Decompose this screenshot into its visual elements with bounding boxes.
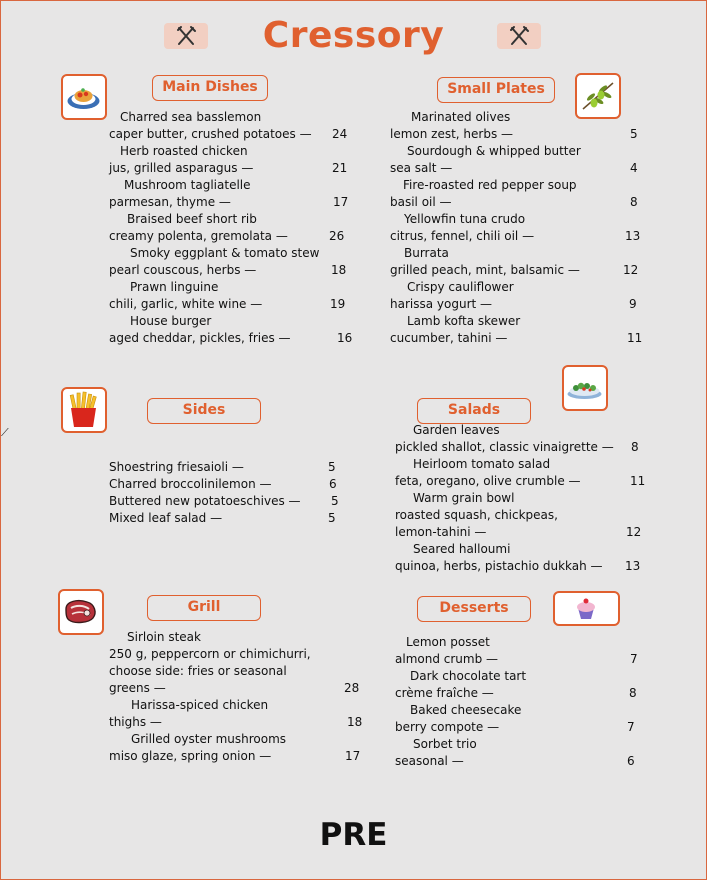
restaurant-title: Cressory xyxy=(262,15,445,56)
item-price: 5 xyxy=(328,460,336,474)
item-name: House burger xyxy=(130,314,212,328)
item-description: chili, garlic, white wine — xyxy=(109,297,263,311)
item-price: 9 xyxy=(629,297,637,311)
list-item xyxy=(109,476,349,493)
list-item xyxy=(395,702,645,736)
list-item xyxy=(109,211,349,245)
item-name: Herb roasted chicken xyxy=(120,144,248,158)
item-name: Sirloin steak xyxy=(127,630,201,644)
item-description: harissa yogurt — xyxy=(390,297,493,311)
list-item xyxy=(390,211,640,245)
fries-icon xyxy=(61,387,107,433)
section-label-main-dishes: Main Dishes xyxy=(152,75,268,101)
item-description: sea salt — xyxy=(390,161,453,175)
item-price: 21 xyxy=(332,161,348,175)
item-price: 12 xyxy=(623,263,639,277)
item-price: 5 xyxy=(328,511,336,525)
item-description: cucumber, tahini — xyxy=(390,331,508,345)
section-label-small-plates: Small Plates xyxy=(437,77,555,103)
item-description: parmesan, thyme — xyxy=(109,195,231,209)
item-name: Crispy cauliflower xyxy=(407,280,514,294)
item-description: miso glaze, spring onion — xyxy=(109,749,272,763)
item-price: 18 xyxy=(331,263,347,277)
list-item xyxy=(395,541,645,575)
list-item xyxy=(109,731,369,765)
item-name: Seared halloumi xyxy=(413,542,511,556)
item-name: Smoky eggplant & tomato stew xyxy=(130,246,320,260)
item-description: 250 g, peppercorn or chimichurri, xyxy=(109,647,311,661)
section-label-grill: Grill xyxy=(147,595,261,621)
item-name: Garden leaves xyxy=(413,423,500,437)
item-name: Yellowfin tuna crudo xyxy=(404,212,526,226)
list-item xyxy=(109,109,349,143)
fork-knife-icon xyxy=(497,23,541,49)
list-item xyxy=(395,634,645,668)
item-price: 13 xyxy=(625,229,641,243)
item-price: 8 xyxy=(630,195,638,209)
item-price: 24 xyxy=(332,127,348,141)
list-item xyxy=(390,313,643,347)
list-item xyxy=(109,629,369,697)
item-description: lemon-tahini — xyxy=(395,525,487,539)
pasta-plate-icon xyxy=(61,74,107,120)
item-description: roasted squash, chickpeas, xyxy=(395,508,558,522)
item-price: 6 xyxy=(627,754,635,768)
item-price: 17 xyxy=(333,195,349,209)
list-item xyxy=(395,490,645,541)
item-price: 5 xyxy=(630,127,638,141)
list-item xyxy=(395,736,645,770)
item-price: 18 xyxy=(347,715,363,729)
item-name: Burrata xyxy=(404,246,449,260)
item-price: 11 xyxy=(630,474,646,488)
list-item xyxy=(109,493,349,510)
list-item xyxy=(395,422,645,456)
item-description: grilled peach, mint, balsamic — xyxy=(390,263,580,277)
item-description: thighs — xyxy=(109,715,162,729)
item-description: caper butter, crushed potatoes — xyxy=(109,127,312,141)
item-name: Heirloom tomato salad xyxy=(413,457,551,471)
list-item xyxy=(109,697,369,731)
item-description: pickled shallot, classic vinaigrette — xyxy=(395,440,614,454)
item-description: feta, oregano, olive crumble — xyxy=(395,474,581,488)
item-description: Mixed leaf salad — xyxy=(109,511,223,525)
item-price: 8 xyxy=(631,440,639,454)
item-description: almond crumb — xyxy=(395,652,499,666)
item-name: Prawn linguine xyxy=(130,280,219,294)
list-item xyxy=(109,177,349,211)
list-item xyxy=(390,143,640,177)
item-price: 11 xyxy=(627,331,643,345)
item-name: Harissa-spiced chicken xyxy=(131,698,269,712)
item-name: Lemon posset xyxy=(406,635,490,649)
list-item xyxy=(395,668,645,702)
item-name: Warm grain bowl xyxy=(413,491,515,505)
list-item xyxy=(109,313,353,347)
item-description: Charred broccolinilemon — xyxy=(109,477,272,491)
steak-icon xyxy=(58,589,104,635)
list-item xyxy=(390,279,640,313)
item-description: Shoestring friesaioli — xyxy=(109,460,244,474)
margin-mark: ⟋ xyxy=(1,426,9,439)
item-name: Sorbet trio xyxy=(413,737,477,751)
item-description: jus, grilled asparagus — xyxy=(109,161,254,175)
item-price: 4 xyxy=(630,161,638,175)
list-item xyxy=(109,143,349,177)
item-price: 26 xyxy=(329,229,345,243)
item-name: Fire-roasted red pepper soup xyxy=(403,178,577,192)
item-description: greens — xyxy=(109,681,166,695)
list-item xyxy=(390,109,640,143)
list-item xyxy=(109,245,349,279)
salad-bowl-icon xyxy=(562,365,608,411)
item-description: aged cheddar, pickles, fries — xyxy=(109,331,291,345)
section-label-salads: Salads xyxy=(417,398,531,424)
list-item xyxy=(395,456,645,490)
item-description: Buttered new potatoeschives — xyxy=(109,494,301,508)
item-name: Grilled oyster mushrooms xyxy=(131,732,287,746)
list-item xyxy=(390,177,640,211)
list-item xyxy=(109,459,349,476)
item-price: 8 xyxy=(629,686,637,700)
item-price: 16 xyxy=(337,331,353,345)
item-price: 19 xyxy=(330,297,346,311)
item-name: Baked cheesecake xyxy=(410,703,522,717)
item-description: basil oil — xyxy=(390,195,452,209)
section-label-desserts: Desserts xyxy=(417,596,531,622)
cupcake-icon xyxy=(553,591,620,626)
footer-mark: PRE xyxy=(319,817,388,853)
item-name: Mushroom tagliatelle xyxy=(124,178,251,192)
item-description: crème fraîche — xyxy=(395,686,494,700)
item-price: 12 xyxy=(626,525,642,539)
item-name: Charred sea basslemon xyxy=(120,110,262,124)
item-name: Lamb kofta skewer xyxy=(407,314,521,328)
item-description: berry compote — xyxy=(395,720,500,734)
item-description: seasonal — xyxy=(395,754,464,768)
item-price: 13 xyxy=(625,559,641,573)
item-name: Marinated olives xyxy=(411,110,511,124)
section-label-sides: Sides xyxy=(147,398,261,424)
item-name: Sourdough & whipped butter xyxy=(407,144,581,158)
list-item xyxy=(390,245,640,279)
item-price: 6 xyxy=(329,477,337,491)
item-price: 5 xyxy=(331,494,339,508)
item-name: Dark chocolate tart xyxy=(410,669,527,683)
item-description: lemon zest, herbs — xyxy=(390,127,514,141)
item-description: citrus, fennel, chili oil — xyxy=(390,229,535,243)
item-description: pearl couscous, herbs — xyxy=(109,263,257,277)
list-item xyxy=(109,510,349,527)
item-price: 17 xyxy=(345,749,361,763)
item-description: choose side: fries or seasonal xyxy=(109,664,287,678)
list-item xyxy=(109,279,349,313)
item-price: 7 xyxy=(630,652,638,666)
item-description: quinoa, herbs, pistachio dukkah — xyxy=(395,559,603,573)
item-description: creamy polenta, gremolata — xyxy=(109,229,288,243)
item-name: Braised beef short rib xyxy=(127,212,257,226)
item-price: 28 xyxy=(344,681,360,695)
item-price: 7 xyxy=(627,720,635,734)
